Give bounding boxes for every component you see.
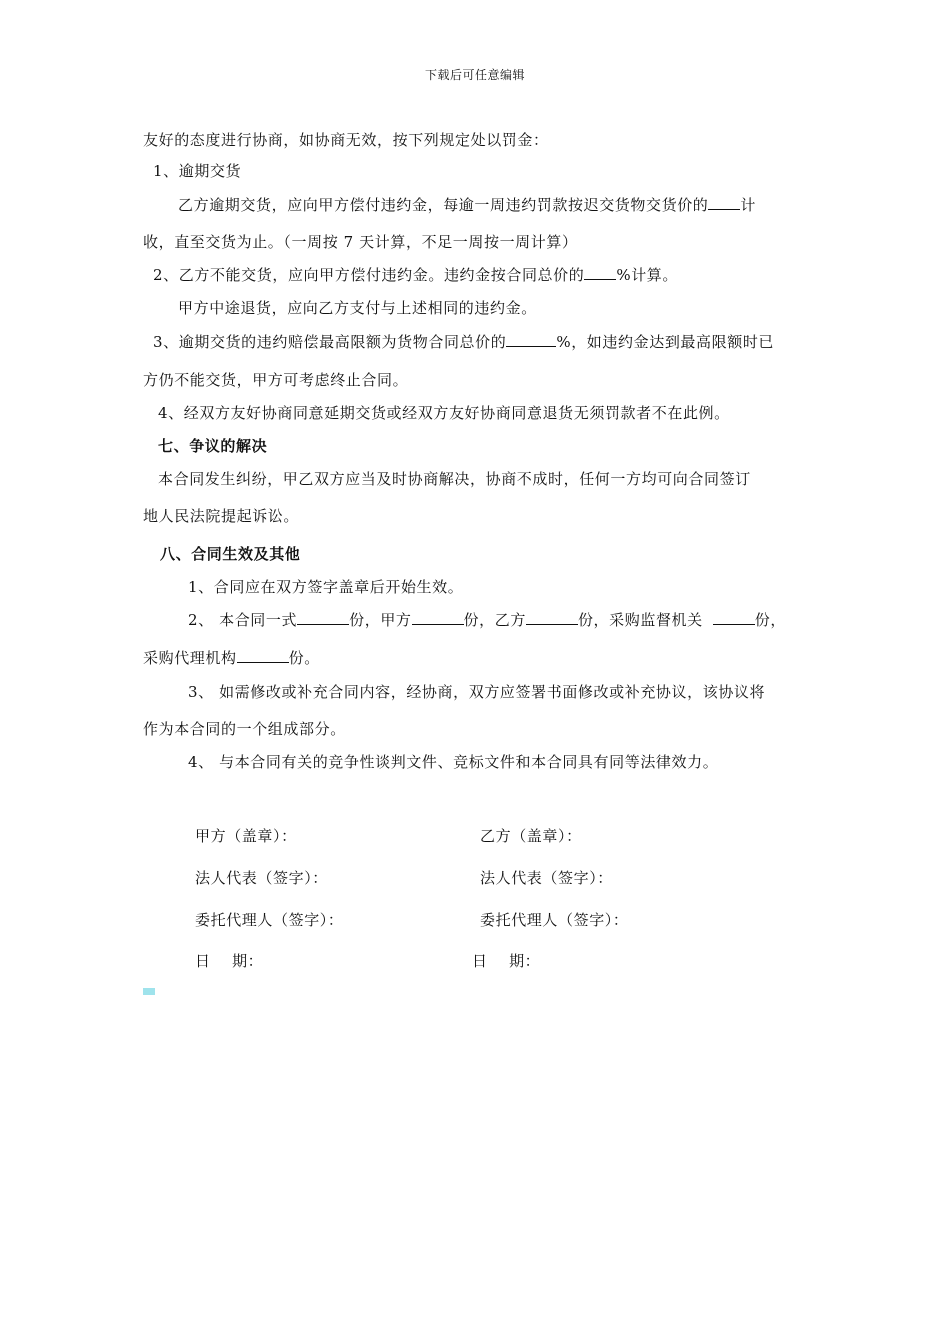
paragraph-line: 4、 与本合同有关的竞争性谈判文件、竞标文件和本合同具有同等法律效力。	[188, 753, 719, 771]
fill-blank	[412, 610, 464, 625]
clause-4-text: 4、经双方友好协商同意延期交货或经双方友好协商同意退货无须罚款者不在此例。	[158, 404, 730, 422]
section-7-heading: 七、争议的解决	[158, 437, 268, 455]
clause-1-text-a: 乙方逾期交货，应向甲方偿付违约金，每逾一周违约罚款按迟交货物交货价的	[178, 196, 709, 214]
clause-3-text-a: 3、逾期交货的违约赔偿最高限额为货物合同总价的	[153, 333, 507, 351]
paragraph-line: 作为本合同的一个组成部分。	[143, 720, 346, 738]
paragraph-line: 方仍不能交货，甲方可考虑终止合同。	[143, 371, 409, 389]
copies-text-a: 2、 本合同一式	[188, 611, 298, 629]
clause-2-text-b: %计算。	[616, 266, 679, 284]
clause-2-text	[153, 265, 678, 285]
copies-line	[188, 610, 786, 630]
copies-text-g: 份。	[288, 649, 320, 667]
fill-blank	[713, 610, 755, 625]
party-b-seal: 乙方（盖章）：	[480, 827, 582, 845]
paragraph-line: 甲方中途退货，应向乙方支付与上述相同的违约金。	[178, 299, 537, 317]
party-b-agent: 委托代理人（签字）：	[480, 911, 629, 929]
clause-1-text-b: 计	[740, 196, 757, 214]
party-b-representative: 法人代表（签字）：	[480, 869, 613, 887]
fill-blank	[526, 610, 578, 625]
party-a-agent: 委托代理人（签字）：	[195, 911, 344, 929]
party-a-seal: 甲方（盖章）：	[195, 827, 297, 845]
party-a-representative: 法人代表（签字）：	[195, 869, 328, 887]
paragraph-line: 地人民法院提起诉讼。	[143, 507, 300, 525]
copies-text-f: 采购代理机构	[143, 649, 237, 667]
copies-text-d: 份，采购监督机关	[577, 611, 703, 629]
paragraph-line: 3、 如需修改或补充合同内容，经协商，双方应签署书面修改或补充协议，该协议将	[188, 683, 766, 701]
clause-2-text-a: 2、乙方不能交货，应向甲方偿付违约金。违约金按合同总价的	[153, 266, 585, 284]
fill-blank	[506, 332, 556, 347]
copies-text-c: 份，乙方	[463, 611, 526, 629]
party-b-date: 日 期：	[472, 952, 541, 970]
fill-blank	[237, 648, 289, 663]
clause-3-text	[153, 332, 774, 352]
paragraph-line: 本合同发生纠纷，甲乙双方应当及时协商解决，协商不成时，任何一方均可向合同签订	[158, 470, 751, 488]
page-header: 下载后可任意编辑	[424, 68, 525, 82]
fill-blank	[708, 195, 740, 210]
party-a-date: 日 期：	[195, 952, 264, 970]
copies-text-e: 份，	[754, 611, 786, 629]
paragraph-line: 1、合同应在双方签字盖章后开始生效。	[188, 578, 464, 596]
cursor-marker	[143, 988, 155, 995]
paragraph-line: 友好的态度进行协商，如协商无效，按下列规定处以罚金：	[143, 131, 549, 149]
section-8-heading: 八、合同生效及其他	[160, 545, 301, 563]
paragraph-line: 收，直至交货为止。（一周按 7 天计算，不足一周按一周计算）	[143, 233, 578, 251]
clause-1-heading: 1、逾期交货	[153, 162, 242, 180]
clause-3-text-b: %，如违约金达到最高限额时已	[556, 333, 775, 351]
copies-line-2	[143, 648, 320, 668]
copies-text-b: 份，甲方	[349, 611, 412, 629]
clause-1-text	[178, 195, 756, 215]
fill-blank	[297, 610, 349, 625]
fill-blank	[584, 265, 616, 280]
